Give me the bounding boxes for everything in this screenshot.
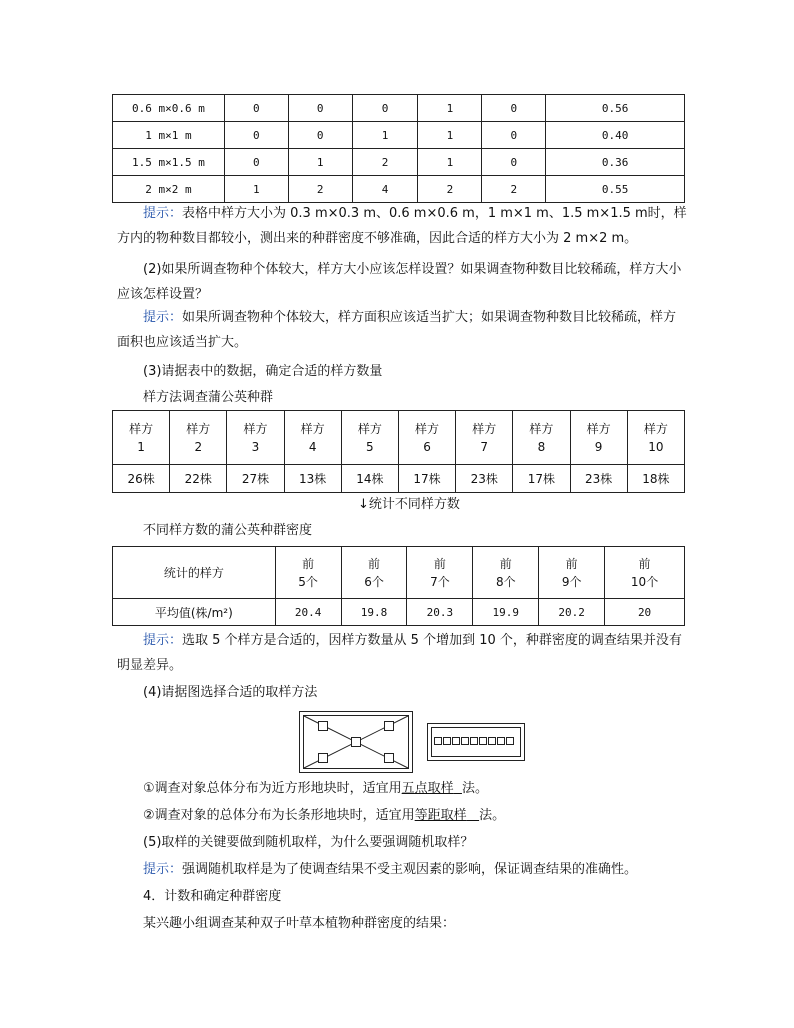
table-cell: 0 [482,122,546,149]
table-cell: 20.4 [275,599,341,626]
table-cell: 1 [224,176,288,203]
quadrat-number: 6 [423,439,431,454]
question-paragraph: (3)请据表中的数据，确定合适的样方数量 [143,364,383,379]
table-row [113,599,685,626]
table-cell [570,411,627,465]
sample-square [318,753,328,763]
header-word: 前 [368,556,381,571]
group-label: 9个 [561,574,582,589]
header-word: 样方 [300,421,325,436]
table-cell: 0 [352,95,418,122]
answer-prefix: ①调查对象总体分布为近方形地块时，适宜用 [143,781,402,796]
question-paragraph: (4)请据图选择合适的取样方法 [143,685,318,700]
table-cell: 0.36 [546,149,685,176]
table-cell [627,411,684,465]
table-cell: 18株 [627,465,684,493]
table-cell: 20.2 [539,599,605,626]
answer-suffix: 法。 [461,781,488,796]
answer-suffix: 法。 [479,808,506,823]
table-cell: 1 [418,149,482,176]
header-word: 前 [499,556,512,571]
table-cell [227,411,284,465]
table-caption: 样方法调查蒲公英种群 [143,390,274,405]
table-cell [605,547,685,599]
table-cell: 23株 [456,465,513,493]
header-word: 前 [433,556,446,571]
quadrat-number: 9 [594,439,603,454]
quadrat-number: 2 [194,439,203,454]
table-row [113,411,685,465]
sample-square [488,737,496,745]
table-cell: 20 [605,599,685,626]
sample-square [452,737,460,745]
section-text: 某兴趣小组调查某种双子叶草本植物种群密度的结果： [143,916,456,931]
hint-label: 提示： [143,310,183,325]
table-cell: 2 [288,176,352,203]
hint-paragraph [117,305,687,355]
table-row [113,547,685,599]
table-cell: 0.40 [546,122,685,149]
table-cell: 23株 [570,465,627,493]
table-cell: 1 m×1 m [113,122,225,149]
table-cell: 20.3 [407,599,473,626]
table-cell: 0.56 [546,95,685,122]
density-table [112,546,685,626]
table-cell: 17株 [398,465,455,493]
header-word: 样方 [643,421,668,436]
sample-square [384,753,394,763]
table-cell: 22株 [170,465,227,493]
table-cell [539,547,605,599]
question-paragraph: (2)如果所调查物种个体较大，样方大小应该怎样设置？如果调查物种数目比较稀疏，样方大小应该怎样设置？ [117,262,682,302]
table-cell [284,411,341,465]
group-label: 7个 [430,574,450,589]
table-cell: 0 [288,95,352,122]
table-cell: 26株 [113,465,170,493]
table-row [113,95,685,122]
quadrat-number: 8 [537,439,546,454]
table-cell: 27株 [227,465,284,493]
table-cell [341,547,407,599]
equidistant-sampling-diagram [427,723,525,761]
quadrat-number: 4 [308,439,317,454]
table-cell: 1 [418,122,482,149]
hint-paragraph [117,857,687,882]
header-word: 前 [302,556,315,571]
table-cell: 2 [418,176,482,203]
quadrat-number: 1 [137,439,145,454]
section-heading: 4．计数和确定种群密度 [143,889,282,904]
table-cell: 4 [352,176,418,203]
header-word: 前 [638,556,651,571]
hint-paragraph [117,628,687,678]
table-cell: 19.8 [341,599,407,626]
table-cell [456,411,513,465]
sample-square [506,737,514,745]
table-cell: 2 [482,176,546,203]
table-cell: 0 [224,149,288,176]
quadrat-number: 10 [648,439,664,454]
hint-label: 提示： [143,862,183,877]
table-cell [341,411,398,465]
table-cell: 0 [224,122,288,149]
question-paragraph: (5)取样的关键要做到随机取样，为什么要强调随机取样？ [143,835,474,850]
table-caption: 不同样方数的蒲公英种群密度 [143,523,313,538]
sample-square [497,737,505,745]
hint-label: 提示： [143,633,183,648]
header-word: 样方 [243,421,268,436]
sample-square [461,737,469,745]
group-label: 6个 [364,574,384,589]
hint-text: 选取 5 个样方是合适的，因样方数量从 5 个增加到 10 个，种群密度的调查结果并没有明显差异。 [117,633,682,673]
five-point-sampling-diagram [299,711,413,773]
header-word: 样方 [186,421,211,436]
header-word: 样方 [415,421,440,436]
sample-square [479,737,487,745]
hint-text: 表格中样方大小为 0.3 m×0.3 m、0.6 m×0.6 m，1 m×1 m、1.5 m×1.5 m时，样方内的物种数目都较小，测出来的种群密度不够准确，因此合适的样方大小为 2 m×2 m。 [117,206,687,246]
hint-text: 如果所调查物种个体较大，样方面积应该适当扩大；如果调查物种数目比较稀疏，样方面积也应该适当扩大。 [117,310,677,350]
table-cell: 2 m×2 m [113,176,225,203]
group-label: 10个 [630,574,659,589]
group-label: 5个 [298,574,318,589]
blank-underline [454,781,462,796]
group-label: 8个 [495,574,516,589]
header-word: 样方 [357,421,382,436]
table-cell [398,411,455,465]
header-word: 样方 [529,421,554,436]
sample-square [318,721,328,731]
dandelion-quadrat-table [112,410,685,493]
table-cell [275,547,341,599]
table-row [113,465,685,493]
table-row [113,149,685,176]
table-cell: 2 [352,149,418,176]
sample-square [351,737,361,747]
sample-square [434,737,442,745]
table-cell: 1 [418,95,482,122]
table-cell: 0 [482,149,546,176]
table-cell [473,547,539,599]
table-cell: 14株 [341,465,398,493]
hint-text: 强调随机取样是为了使调查结果不受主观因素的影响，保证调查结果的准确性。 [182,862,638,877]
sample-square [384,721,394,731]
answer-prefix: ②调查对象的总体分布为长条形地块时，适宜用 [143,808,415,823]
answer-blank: 等距取样 [414,808,467,823]
table-cell: 1 [352,122,418,149]
table-cell [170,411,227,465]
header-word: 样方 [129,421,154,436]
quadrat-number: 3 [251,439,260,454]
sample-square [470,737,478,745]
table-cell: 19.9 [473,599,539,626]
table-cell: 0.55 [546,176,685,203]
sample-square [443,737,451,745]
blank-underline [467,808,479,823]
table-cell: 17株 [513,465,570,493]
arrow-caption: ↓统计不同样方数 [358,497,460,512]
row-label: 平均值(株/m²) [113,599,276,626]
hint-paragraph [117,201,687,251]
table-cell: 0 [288,122,352,149]
table-cell [513,411,570,465]
answer-line [117,803,687,828]
quadrat-number: 5 [366,439,374,454]
table-cell [407,547,473,599]
quadrat-number: 7 [480,439,489,454]
table-cell: 0.6 m×0.6 m [113,95,225,122]
answer-blank: 五点取样 [401,781,454,796]
table-cell: 1.5 m×1.5 m [113,149,225,176]
table-cell [113,411,170,465]
hint-label: 提示： [143,206,183,221]
table-cell: 0 [224,95,288,122]
table-row [113,176,685,203]
table-row [113,122,685,149]
table-cell: 13株 [284,465,341,493]
table-cell: 1 [288,149,352,176]
quadrat-size-table [112,94,685,203]
table-cell: 0 [482,95,546,122]
header-word: 样方 [586,421,611,436]
answer-line [117,776,687,801]
row-label: 统计的样方 [113,547,276,599]
header-word: 样方 [472,421,497,436]
header-word: 前 [565,556,578,571]
